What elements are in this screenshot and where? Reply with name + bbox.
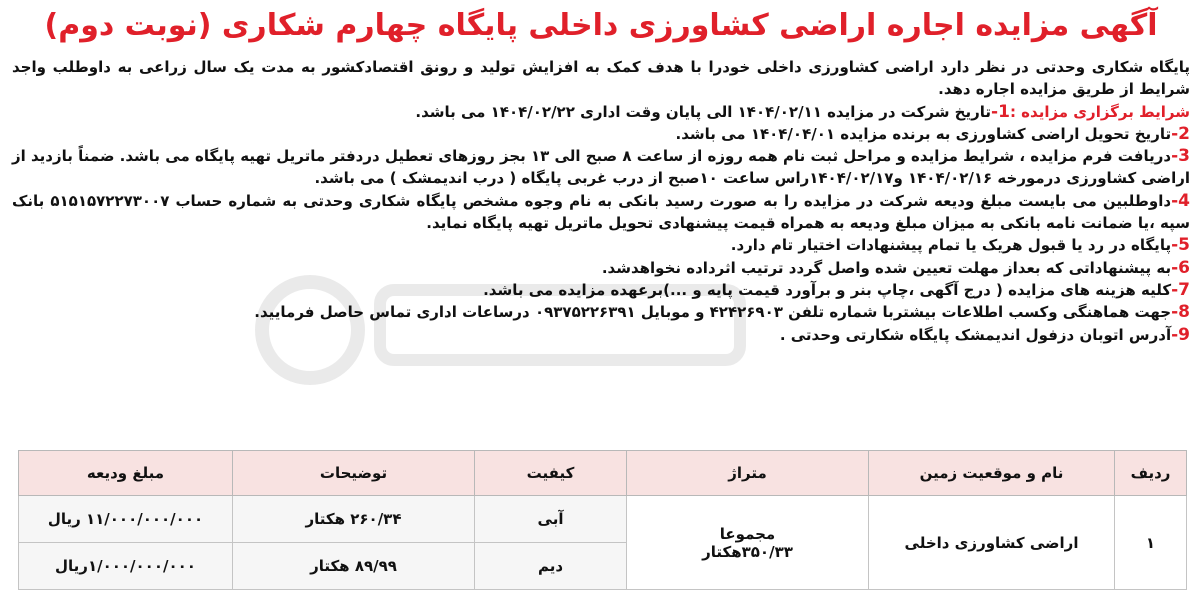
- item-number: 3: [1178, 146, 1190, 167]
- header-row-index: ردیف: [1115, 451, 1187, 496]
- condition-item-5: 5-پایگاه در رد یا قبول هریک یا تمام پیشنهادات اختیار تام دارد.: [730, 235, 1190, 256]
- cell-quality: دیم: [475, 543, 627, 590]
- cell-quality: آبی: [475, 496, 627, 543]
- item-text: به پیشنهاداتی که بعداز مهلت تعیین شده واصل گردد ترتیب اثرداده نخواهدشد.: [601, 258, 1172, 277]
- table-row: [19, 496, 1187, 543]
- condition-item-2: 2-تاریخ تحویل اراضی کشاورزی به برنده مزایده ۱۴۰۴/۰۴/۰۱ می باشد.: [675, 123, 1190, 144]
- cell-area: [627, 496, 869, 590]
- item-number: 5: [1178, 235, 1190, 256]
- header-area: متراژ: [627, 451, 869, 496]
- condition-item-9: 9-آدرس اتوبان دزفول اندیمشک پایگاه شکارتی وحدتی .: [779, 324, 1190, 345]
- cell-description: ۲۶۰/۳۴ هکتار: [233, 496, 475, 543]
- condition-item-8: 8-جهت هماهنگی وکسب اطلاعات بیشتربا شماره تلفن ۴۲۴۲۶۹۰۳ و موبایل ۰۹۳۷۵۲۲۶۳۹۱ درساعات اداری تماس حاصل فرمایید.: [254, 302, 1190, 323]
- item-text: تاریخ شرکت در مزایده ۱۴۰۴/۰۲/۱۱ الی پایان وقت اداری ۱۴۰۴/۰۲/۲۲ می باشد.: [415, 102, 992, 121]
- table-header-row: [19, 451, 1187, 496]
- item-number: 9: [1178, 324, 1190, 345]
- item-text: تاریخ تحویل اراضی کشاورزی به برنده مزایده ۱۴۰۴/۰۴/۰۱ می باشد.: [675, 124, 1172, 143]
- condition-item-6: 6-به پیشنهاداتی که بعداز مهلت تعیین شده واصل گردد ترتیب اثرداده نخواهدشد.: [601, 257, 1190, 278]
- area-value: ۳۵۰/۳۳هکتار: [702, 542, 793, 561]
- item-text: داوطلبین می بایست مبلغ ودیعه شرکت در مزایده را به صورت رسید بانکی به نام وجوه مشخص پایگاه شکاری وحدتی به شماره حساب ۵۱۵۱۵۷۲۲۷۳۰۰۷ بانک سپه ،یا ضمانت نامه بانکی به میزان مبلغ ودیعه به همراه قیمت پیشنهادی تحویل ماتریل تهیه پایگاه نماید.: [12, 191, 1190, 233]
- item-text: کلیه هزینه های مزایده ( درج آگهی ،چاپ بنر و برآورد قیمت پایه و ...)برعهده مزایده می باشد.: [483, 280, 1172, 299]
- notice-body: [12, 56, 1190, 346]
- intro-paragraph: پایگاه شکاری وحدتی در نظر دارد اراضی کشاورزی داخلی خودرا با هدف کمک به افزایش تولید و رونق اقتصادکشور به مدت یک سال زراعی به داوطلب واجد شرایط از طریق مزایده اجاره دهد.: [12, 58, 1190, 99]
- cell-row-index: ۱: [1115, 496, 1187, 590]
- header-description: توضیحات: [233, 451, 475, 496]
- cell-description: ۸۹/۹۹ هکتار: [233, 543, 475, 590]
- item-number: 2: [1178, 123, 1190, 144]
- condition-item-7: 7-کلیه هزینه های مزایده ( درج آگهی ،چاپ بنر و برآورد قیمت پایه و ...)برعهده مزایده می باشد.: [483, 279, 1190, 300]
- condition-item-4: 4-داوطلبین می بایست مبلغ ودیعه شرکت در مزایده را به صورت رسید بانکی به نام وجوه مشخص پایگاه شکاری وحدتی به شماره حساب ۵۱۵۱۵۷۲۲۷۳۰۰۷ بانک سپه ،یا ضمانت نامه بانکی به میزان مبلغ ودیعه به همراه قیمت پیشنهادی تحویل ماتریل تهیه پایگاه نماید.: [12, 190, 1190, 233]
- cell-deposit: ۱/۰۰۰/۰۰۰/۰۰۰ریال: [19, 543, 233, 590]
- header-deposit: مبلغ ودیعه: [19, 451, 233, 496]
- condition-item-3: 3-دریافت فرم مزایده ، شرایط مزایده و مراحل ثبت نام همه روزه از ساعت ۸ صبح الی ۱۳ بجز روزهای تعطیل دردفتر ماتریل تهیه پایگاه می باشد. ضمناً بازدید از اراضی کشاورزی درمورخه ۱۴۰۴/۰۲/۱۶ و۱۴۰۴/۰۲/۱۷راس ساعت ۱۰صبح از درب غربی پایگاه ( درب اندیمشک ) می باشد.: [12, 146, 1190, 188]
- item-text: آدرس اتوبان دزفول اندیمشک پایگاه شکارتی وحدتی .: [779, 325, 1172, 344]
- notice-title: آگهی مزایده اجاره اراضی کشاورزی داخلی پایگاه چهارم شکاری (نوبت دوم): [44, 8, 1158, 43]
- auction-table: [18, 450, 1187, 590]
- header-quality: کیفیت: [475, 451, 627, 496]
- item-number: 6: [1178, 257, 1190, 278]
- item-number: 8: [1178, 302, 1190, 323]
- item-number: 1: [998, 101, 1010, 122]
- item-number: 4: [1178, 190, 1190, 211]
- conditions-heading: شرایط برگزاری مزایده: [1021, 102, 1190, 121]
- item-text: جهت هماهنگی وکسب اطلاعات بیشتربا شماره تلفن ۴۲۴۲۶۹۰۳ و موبایل ۰۹۳۷۵۲۲۶۳۹۱ درساعات اداری تماس حاصل فرمایید.: [254, 303, 1172, 322]
- item-text: دریافت فرم مزایده ، شرایط مزایده و مراحل ثبت نام همه روزه از ساعت ۸ صبح الی ۱۳ بجز روزهای تعطیل دردفتر ماتریل تهیه پایگاه می باشد. ضمناً بازدید از اراضی کشاورزی درمورخه ۱۴۰۴/۰۲/۱۶ و۱۴۰۴/۰۲/۱۷راس ساعت ۱۰صبح از درب غربی پایگاه ( درب اندیمشک ) می باشد.: [12, 147, 1190, 188]
- item-text: پایگاه در رد یا قبول هریک یا تمام پیشنهادات اختیار تام دارد.: [730, 236, 1172, 255]
- area-label: مجموعا: [719, 524, 776, 543]
- cell-land: اراضی کشاورزی داخلی: [869, 496, 1115, 590]
- header-land: نام و موقعیت زمین: [869, 451, 1115, 496]
- condition-item-1: شرایط برگزاری مزایده :1-تاریخ شرکت در مزایده ۱۴۰۴/۰۲/۱۱ الی پایان وقت اداری ۱۴۰۴/۰۲/۲۲ می باشد.: [415, 101, 1190, 122]
- cell-deposit: ۱۱/۰۰۰/۰۰۰/۰۰۰ ریال: [19, 496, 233, 543]
- item-number: 7: [1178, 279, 1190, 300]
